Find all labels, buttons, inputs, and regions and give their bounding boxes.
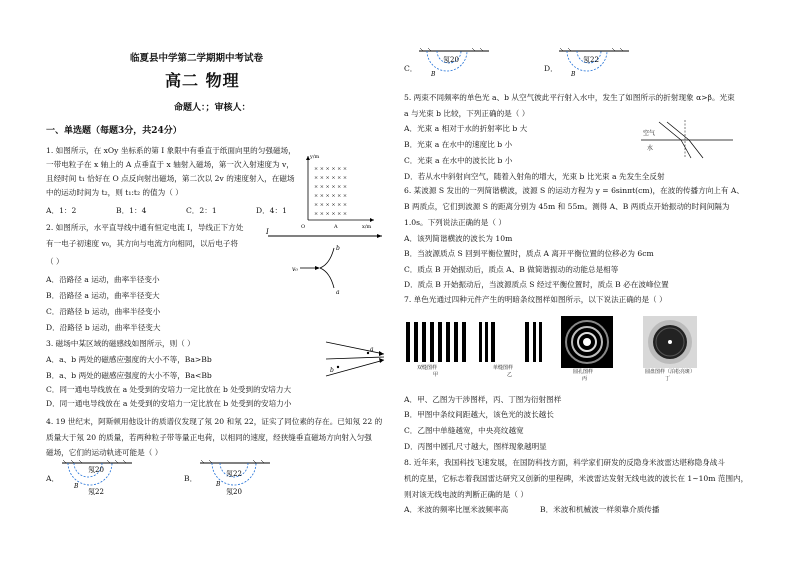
q7-caption-4b: 丁	[665, 376, 671, 382]
author-line: 命题人：；审核人：	[174, 103, 251, 113]
q7-double-slit-pattern	[406, 322, 470, 362]
q4-option-b-label: B．	[184, 474, 198, 483]
q7-option-d: D．丙图中圆孔尺寸越大，图样现象越明显	[404, 442, 547, 451]
q4-d-ne22: 氖22	[583, 56, 599, 64]
q2-fig-a-label: a	[336, 289, 340, 296]
q4-b-b-label: B	[216, 481, 221, 488]
q4-c-ne20: 氖20	[443, 56, 459, 64]
q7-poisson-spot-pattern	[643, 316, 697, 368]
q8-text-3: 则对该无线电波的判断正确的是（ ）	[404, 490, 528, 499]
q5-option-a: A．光束 a 相对于水的折射率比 b 大	[404, 124, 528, 133]
q8-text-2: 机的克星，它标志着我国雷达研究又创新的里程碑，米波雷达发射无线电波的波长在 1~10m 范围内，	[404, 474, 749, 483]
q4-option-d-figure	[557, 48, 631, 82]
q2-text-2: 有一电子初速度 v₀，其方向与电流方向相同，以后电子将	[46, 239, 238, 248]
q1-text-2: 一带电粒子在 x 轴上的 A 点垂直于 x 轴射入磁场，第一次入射速度为 v，	[46, 160, 294, 169]
q8-option-a: A．米波的频率比厘米波频率高	[404, 505, 509, 514]
q7-option-a: A．甲、乙图为干涉图样，丙、丁图为衍射图样	[404, 395, 562, 404]
q1-option-b: B．1：4	[116, 206, 147, 215]
q1-magnetic-field-figure	[298, 152, 378, 232]
q3-option-a: A．a、b 两处的磁感应强度的大小不等，Ba>Bb	[46, 355, 212, 364]
q2-fig-b-label: b	[336, 245, 340, 252]
q6-text-3: 1.0s。下列说法正确的是（ ）	[404, 218, 506, 227]
q2-option-d: D．沿路径 b 运动，曲率半径变大	[46, 323, 161, 332]
q6-text-1: 6. 某波源 S 发出的一列简谐横波，波源 S 的运动方程为 y = 6sinπt(cm)，在波的传播方向上有 A、	[404, 186, 744, 195]
q5-text-1: 5. 两束不同频率的单色光 a、b 从空气彼此平行射入水中，发生了如图所示的折射现象 α>β。光束	[404, 93, 735, 102]
q5-option-b: B．光束 a 在水中的速度比 b 小	[404, 140, 513, 149]
q7-caption-1b: 甲	[433, 372, 439, 378]
q1-fig-a-label: A	[334, 224, 338, 230]
right-column	[397, 0, 794, 562]
q7-text-1: 7. 单色光通过四种元件产生的明暗条纹图样如图所示，以下说法正确的是（ ）	[404, 295, 667, 304]
q2-current-wire-figure	[262, 226, 388, 302]
q1-option-a: A．1：2	[46, 206, 77, 215]
q1-text-4: 中的运动时间为 t₂，则 t₁:t₂ 的值为（ ）	[46, 188, 183, 197]
q4-d-b-label: B	[571, 71, 576, 78]
q7-option-b: B．甲图中条纹间距越大，该色光的波长越长	[404, 410, 554, 419]
q3-option-d: D．同一通电导线放在 a 处受到的安培力一定比放在 b 处受到的安培力小	[46, 399, 292, 408]
q6-option-c: C．质点 B 开始振动后，质点 A、B 做简谐振动的动能总是相等	[404, 265, 619, 274]
q4-option-c-figure	[417, 48, 491, 82]
q4-option-a-label: A．	[46, 474, 60, 483]
school-title: 临夏县中学第二学期期中考试卷	[130, 53, 264, 64]
q1-fig-x-label: x/m	[362, 224, 372, 230]
q5-refraction-figure	[637, 118, 737, 160]
q1-fig-origin-label: O	[301, 224, 306, 230]
q1-text-1: 1. 如图所示，在 xOy 坐标系的第 I 象限中有垂直于纸面向里的匀强磁场，	[46, 146, 296, 155]
q2-option-b: B．沿路径 a 运动，曲率半径变大	[46, 291, 160, 300]
q4-a-ne22: 氖22	[88, 488, 104, 496]
q1-option-c: C．2：1	[186, 206, 217, 215]
q7-caption-3a: 圆孔图样	[573, 369, 594, 375]
q3-option-c: C．同一通电导线放在 a 处受到的安培力一定比放在 b 处受到的安培力大	[46, 385, 292, 394]
q2-fig-v0-label: v₀	[292, 266, 298, 273]
q6-option-d: D．质点 B 开始振动后，当波源质点 S 经过平衡位置时，质点 B 必在波峰位置	[404, 280, 669, 289]
q6-text-2: B 两质点，它们到波源 S 的距离分别为 45m 和 55m。测得 A、B 两质点开始振动的时间间隔为	[404, 202, 730, 211]
q7-caption-1a: 双缝图样	[417, 365, 438, 371]
svg-text:× × × × × ×: × × × × × ×	[314, 166, 348, 172]
q5-option-d: D．若从水中斜射向空气，随着入射角的增大，光束 b 比光束 a 先发生全反射	[404, 172, 665, 181]
q7-option-c: C．乙图中单缝越宽，中央亮纹越宽	[404, 426, 524, 435]
q1-option-d: D．4：1	[256, 206, 287, 215]
q4-option-b-figure	[198, 460, 272, 500]
q5-text-2: a 与光束 b 比较，下列正确的是（ ）	[404, 109, 530, 118]
q7-caption-2a: 单缝图样	[493, 365, 514, 371]
svg-text:× × × × × ×: × × × × × ×	[314, 175, 348, 181]
q2-option-c: C．沿路径 b 运动，曲率半径变小	[46, 307, 161, 316]
q4-a-b-label: B	[74, 483, 79, 490]
q4-text-3: 磁场，它们的运动轨迹可能是（ ）	[46, 448, 163, 457]
q7-single-slit-pattern	[479, 322, 543, 362]
q7-caption-3b: 丙	[582, 376, 588, 382]
q3-option-b: B．a、b 两处的磁感应强度的大小不等，Ba<Bb	[46, 371, 212, 380]
q7-circular-hole-pattern	[561, 316, 613, 368]
q8-option-b: B．米波和机械波一样须靠介质传播	[540, 505, 660, 514]
q2-text-3: （ ）	[46, 257, 64, 266]
q3-fig-a-label: a	[370, 346, 374, 353]
svg-text:× × × × × ×: × × × × × ×	[314, 193, 348, 199]
q3-text-1: 3. 磁场中某区域的磁感线如图所示，则（ ）	[46, 339, 195, 348]
q2-text-1: 2. 如图所示，水平直导线中通有恒定电流 I，导线正下方处	[46, 223, 244, 232]
svg-text:× × × × × ×: × × × × × ×	[314, 202, 348, 208]
q4-option-c-label: C．	[404, 64, 418, 73]
q4-option-a-figure	[60, 460, 134, 500]
q5-option-c: C．光束 a 在水中的波长比 b 小	[404, 156, 513, 165]
svg-text:× × × × × ×: × × × × × ×	[314, 211, 348, 217]
q5-fig-water-label: 水	[647, 145, 654, 152]
q4-b-ne20: 氖20	[226, 488, 242, 496]
q4-c-b-label: B	[431, 71, 436, 78]
q5-fig-air-label: 空气	[643, 130, 656, 137]
q3-field-lines-figure	[322, 336, 388, 382]
q1-fig-y-label: y/m	[310, 154, 320, 160]
q4-a-ne20: 氖20	[88, 466, 104, 474]
q4-option-d-label: D．	[544, 64, 558, 73]
q6-option-a: A．该列简谐横波的波长为 10m	[404, 234, 513, 243]
q7-caption-2b: 乙	[507, 372, 513, 378]
q1-text-3: 且经时间 t₁ 恰好在 O 点反向射出磁场，第二次以 2v 的速度射入，在磁场	[46, 174, 295, 183]
q4-text-1: 4. 19 世纪末，阿斯顿用他设计的质谱仪发现了氖 20 和氖 22，证实了同位素的存在。已知氖 22 的	[46, 417, 383, 426]
section-heading: 一、单选题（每题3分，共24分）	[46, 126, 182, 136]
q3-fig-b-label: b	[330, 367, 334, 374]
svg-text:× × × × × ×: × × × × × ×	[314, 184, 348, 190]
q4-b-ne22: 氖22	[226, 470, 242, 478]
q6-option-b: B．当波源质点 S 回到平衡位置时，质点 A 离开平衡位置的位移必为 6cm	[404, 249, 654, 258]
q2-fig-current-label: I	[266, 228, 269, 236]
q2-option-a: A．沿路径 a 运动，曲率半径变小	[46, 275, 160, 284]
q4-text-2: 质量大于氖 20 的质量，若两种粒子带等量正电荷，以相同的速度，经狭缝垂直磁场方向射入匀强	[46, 433, 372, 442]
q8-text-1: 8. 近年来，我国科技飞速发展，在国防科技方面，科学家们研发的反隐身米波雷达堪称隐身战斗	[404, 458, 725, 467]
q7-caption-4a: 圆盘图样（泊松亮斑）	[645, 369, 696, 375]
subject-title: 高二 物理	[165, 71, 240, 90]
